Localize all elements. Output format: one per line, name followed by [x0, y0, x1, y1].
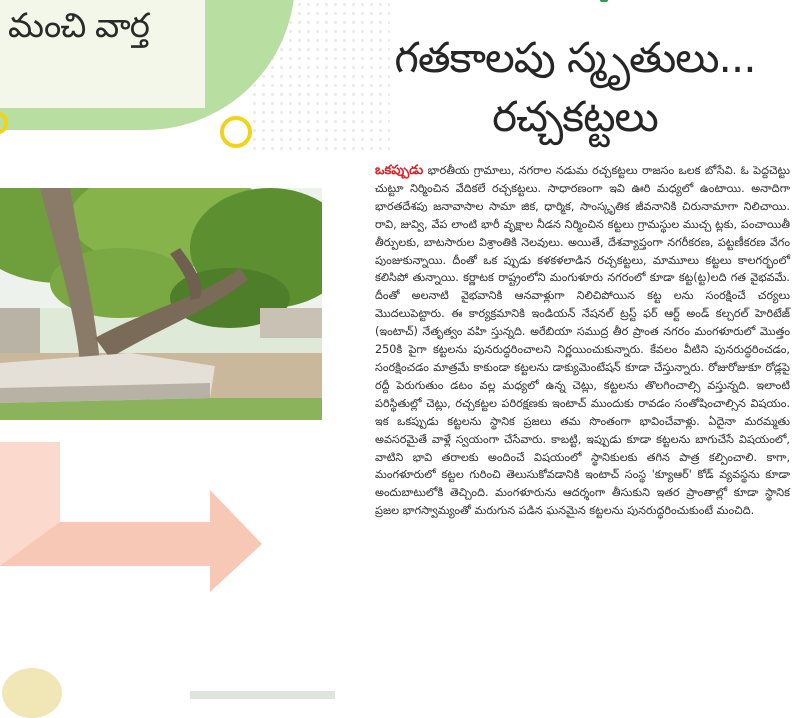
decorative-bottom-bar — [190, 691, 335, 699]
decorative-arrow — [0, 442, 265, 592]
decorative-bottom-blob — [2, 668, 62, 718]
decorative-green-mark — [600, 0, 608, 2]
headline-line-2: రచ్చకట్టలు — [492, 92, 658, 141]
photo-tree-platform — [0, 188, 322, 420]
article-headline — [360, 30, 790, 148]
lead-word: ఒకప్పుడు — [375, 163, 424, 178]
section-title: మంచి వార్త — [8, 6, 149, 46]
masthead-box — [0, 0, 205, 108]
headline-line-1: గతకాలపు స్మృతులు... — [394, 33, 756, 82]
decorative-yellow-ring — [220, 116, 252, 148]
article-body-text: భారతీయ గ్రామాలు, నగరాల నడుమ రచ్చకట్టలు రాజసం ఒలక బోసేవి. ఓ పెద్దచెట్టు చుట్టూ నిర్మించిన వేదికలే రచ్చకట్టలు. సాధారణంగా ఇవి ఊరి మధ్యలో ఉంటాయి. అనాదిగా భారతదేశపు జనావాసాల సామా జిక, ధార్మిక, సాంస్కృతిక జీవనానికి చిరునామాగా నిలిచాయి. రావి, జువ్వి, వేప లాంటి భారీ వృక్షాల నీడన నిర్మించిన కట్టలు గ్రామస్థుల ముచ్చ ట్లకు, పంచాయితీ తీర్పులకు, బాటసారుల విశ్రాంతికి నెలవులు. అయితే, దేశవ్యాప్తంగా నగరీకరణ, పట్టణీకరణ వేగం పుంజుకున్నాయి. దీంతో ఒక ప్పుడు కళకళలాడిన రచ్చకట్టలు, మామూలు కట్టలు కాలగర్భంలో కలిసిపో తున్నాయి. కర్ణాటక రాష్ట్రంలోని మంగుళూరు నగరంలో కూడా కట్ట(ట్ట)లది గత వైభవమే. దీంతో అలనాటి వైభవానికి ఆనవాళ్లుగా నిలిచిపోయిన కట్ట లను సంరక్షించే చర్యలు మొదలుపెట్టారు. ఈ కార్యక్రమానికి ఇండియన్ నేషనల్ ట్రస్ట్ ఫర్ ఆర్ట్ అండ్ కల్చరల్ హెరిటేజ్ (ఇంటాచ్) నేతృత్వం వహి స్తున్నది. అరేబియా సముద్ర తీర ప్రాంత నగరం మంగళూరులో మొత్తం 250కి పైగా కట్టలను పునరుద్ధరించాలని నిర్ణయించుకున్నారు. కేవలం వీటిని పునరుద్ధరించడం, సంరక్షించడం మాత్రమే కాకుండా కట్టలను డాక్యుమెంటేషన్ కూడా చేస్తున్నారు. రోజురోజుకూ రోడ్లపై రద్దీ పెరుగుతుం డటం వల్ల మధ్యలో ఉన్న చెట్లు, కట్టలను తొలగించాల్సి వస్తున్నది. ఇలాంటి పరిస్థితుల్లో చెట్లు, రచ్చకట్టల పరిరక్షణకు ఇంటాచ్ ముందుకు రావడం సంతోషించాల్సిన విషయం. ఇక ఒకప్పుడు కట్టలను స్థానిక ప్రజలు తమ సొంతంగా భావించేవాళ్లు. ఏదైనా మరమ్మతు అవసరమైతే వాళ్లే స్వయంగా చేసేవారు. కాబట్టి, ఇప్పుడు కూడా కట్టలను బాగుచేసే విషయంలో, వాటిని భావి తరాలకు అందించే విషయంలో స్థానికులకు తగిన పాత్ర కల్పించాలి. కాగా, మంగళూరులో కట్టల గురించి తెలుసుకోవడానికి ఇంటాచ్ సంస్థ 'క్యూఆర్' కోడ్ వ్యవస్థను కూడా అందుబాటులోకి తెచ్చింది. మంగళూరును ఆదర్శంగా తీసుకుని ఇతర ప్రాంతాల్లో కూడా స్థానిక ప్రజల భాగస్వామ్యంతో మరుగున పడిన ఘనమైన కట్టలను పునరుద్ధరించుకుంటే మంచిది. — [375, 164, 790, 518]
article-body — [375, 162, 790, 520]
